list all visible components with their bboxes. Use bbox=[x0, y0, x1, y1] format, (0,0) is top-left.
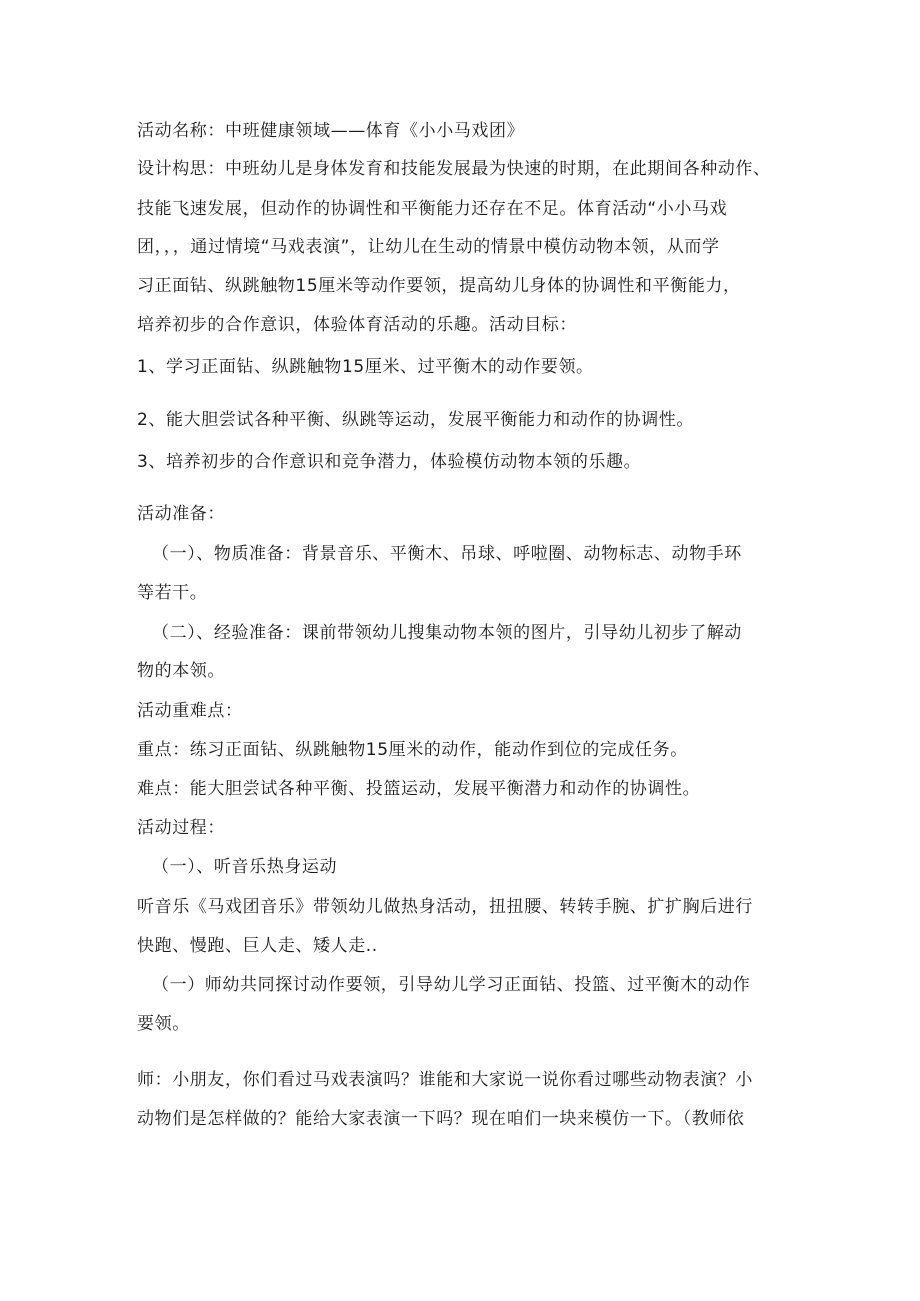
list-item: （一）、物质准备：背景音乐、平衡木、吊球、呼啦圈、动物标志、动物手环 bbox=[152, 544, 742, 564]
paragraph-line: 物的本领。 bbox=[137, 661, 225, 681]
paragraph-line: 重点：练习正面钻、纵跳触物15厘米的动作，能动作到位的完成任务。 bbox=[137, 740, 688, 760]
paragraph-line: 培养初步的合作意识，体验体育活动的乐趣。活动目标： bbox=[137, 315, 577, 335]
list-item: （二）、经验准备：课前带领幼儿搜集动物本领的图片，引导幼儿初步了解动 bbox=[152, 623, 742, 643]
section-heading: 活动重难点： bbox=[137, 701, 243, 721]
activity-title: 活动名称：中班健康领域——体育《小小马戏团》 bbox=[137, 121, 525, 141]
goal-item-2: 2、能大胆尝试各种平衡、纵跳等运动，发展平衡能力和动作的协调性。 bbox=[137, 410, 695, 430]
paragraph-line: 习正面钻、纵跳触物15厘米等动作要领，提高幼儿身体的协调性和平衡能力， bbox=[137, 276, 741, 296]
paragraph-line: 团，，，通过情境“马戏表演”，让幼儿在生动的情景中模仿动物本领，从而学 bbox=[137, 237, 720, 257]
section-heading: 活动准备： bbox=[137, 504, 225, 524]
paragraph-line: 设计构思：中班幼儿是身体发育和技能发展最为快速的时期，在此期间各种动作、 bbox=[137, 159, 771, 179]
paragraph-line: 难点：能大胆尝试各种平衡、投篮运动，发展平衡潜力和动作的协调性。 bbox=[137, 779, 701, 799]
paragraph-line: 动物们是怎样做的？能给大家表演一下吗？现在咱们一块来模仿一下。（教师依 bbox=[137, 1109, 745, 1129]
paragraph-line: 等若干。 bbox=[137, 583, 208, 603]
paragraph-line: 要领。 bbox=[137, 1014, 190, 1034]
list-item: （一）师幼共同探讨动作要领，引导幼儿学习正面钻、投篮、过平衡木的动作 bbox=[152, 975, 751, 995]
paragraph-line: 师：小朋友，你们看过马戏表演吗？谁能和大家说一说你看过哪些动物表演？小 bbox=[137, 1070, 753, 1090]
goal-item-3: 3、培养初步的合作意识和竞争潜力，体验模仿动物本领的乐趣。 bbox=[137, 452, 642, 472]
paragraph-line: 听音乐《马戏团音乐》带领幼儿做热身活动，扭扭腰、转转手腕、扩扩胸后进行 bbox=[137, 897, 753, 917]
section-heading: 活动过程： bbox=[137, 818, 225, 838]
paragraph-line: 快跑、慢跑、巨人走、矮人走.. bbox=[137, 936, 378, 956]
list-item: （一）、听音乐热身运动 bbox=[152, 857, 338, 877]
goal-item-1: 1、学习正面钻、纵跳触物15厘米、过平衡木的动作要领。 bbox=[137, 357, 594, 377]
paragraph-line: 技能飞速发展，但动作的协调性和平衡能力还存在不足。体育活动“小小马戏 bbox=[137, 199, 728, 219]
